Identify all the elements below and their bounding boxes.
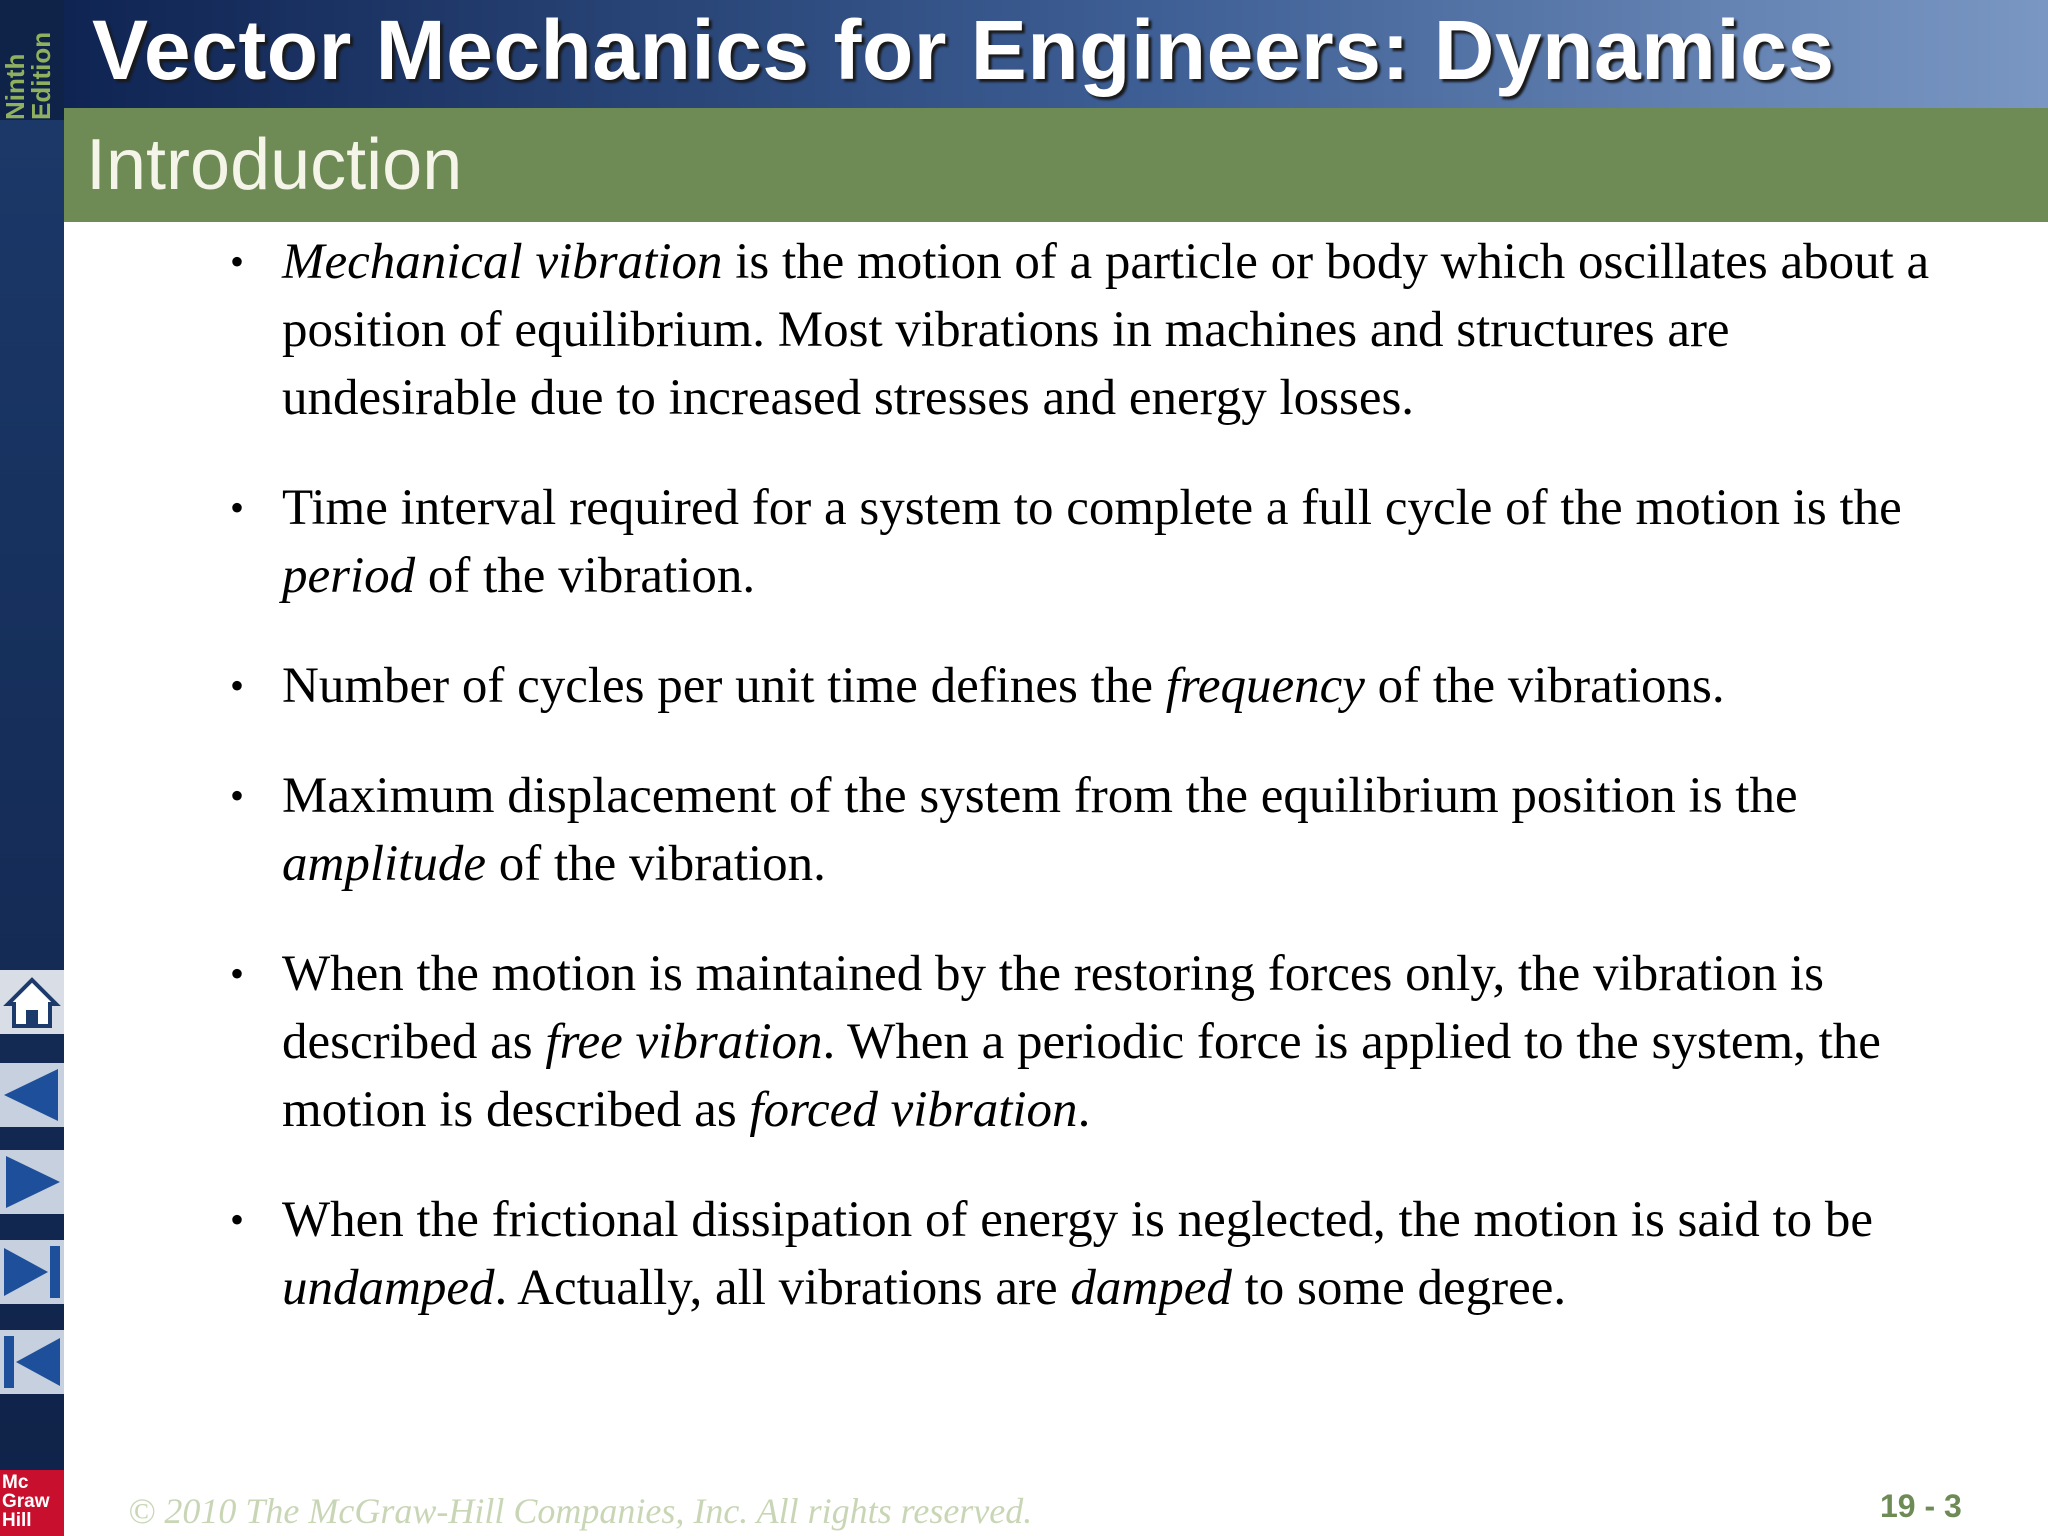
emphasized-term: amplitude: [282, 836, 486, 892]
bullet-item: [230, 474, 1930, 610]
bullet-item: [230, 1186, 1930, 1322]
bullet-text: When the motion is maintained by the restoring forces only, the vibration is described as: [282, 946, 1824, 1070]
edition-word: Edition: [26, 31, 56, 120]
bullet-marker: •: [230, 485, 245, 530]
bullet-marker: •: [230, 1197, 245, 1242]
section-title: Introduction: [86, 125, 463, 205]
bullet-text: Number of cycles per unit time defines the: [282, 658, 1166, 714]
bullet-text: Time interval required for a system to complete a full cycle of the motion is the: [282, 480, 1902, 536]
bullet-text: of the vibrations.: [1364, 658, 1725, 714]
next-slide-button[interactable]: [0, 1150, 64, 1214]
last-slide-button[interactable]: [0, 1240, 64, 1304]
emphasized-term: free vibration: [545, 1014, 823, 1070]
header-bar: [64, 0, 2048, 108]
previous-icon: [0, 1063, 64, 1127]
bullet-text: Maximum displacement of the system from the equilibrium position is the: [282, 768, 1798, 824]
first-icon: [0, 1330, 64, 1394]
bullet-list: [230, 228, 1930, 1364]
bullet-text: is the motion of a particle or body which oscillates about a position of equilibrium. Most vibrations in machines and structures are undesirable due to increased stresses and energy losses.: [282, 234, 1930, 426]
bullet-text: .: [1077, 1082, 1091, 1138]
next-icon: [0, 1150, 64, 1214]
bullet-marker: •: [230, 239, 245, 284]
bullet-text: . Actually, all vibrations are: [494, 1260, 1071, 1316]
home-icon: [0, 970, 64, 1034]
emphasized-term: forced vibration: [749, 1082, 1078, 1138]
bullet-text: of the vibration.: [415, 548, 756, 604]
bullet-marker: •: [230, 773, 245, 818]
sidebar: [0, 0, 64, 1536]
bullet-item: [230, 652, 1930, 720]
bullet-marker: •: [230, 663, 245, 708]
home-button[interactable]: [0, 970, 64, 1034]
bullet-item: [230, 940, 1930, 1144]
book-title: Vector Mechanics for Engineers: Dynamics: [92, 3, 1835, 97]
bullet-text: . When a periodic force is applied to the system, the motion is described as: [282, 1014, 1881, 1138]
edition-label: [0, 0, 64, 120]
last-icon: [0, 1240, 64, 1304]
emphasized-term: Mechanical vibration: [282, 234, 723, 290]
emphasized-term: undamped: [282, 1260, 495, 1316]
emphasized-term: period: [282, 548, 416, 604]
bullet-marker: •: [230, 951, 245, 996]
emphasized-term: frequency: [1165, 658, 1365, 714]
first-slide-button[interactable]: [0, 1330, 64, 1394]
page-number: 19 - 3: [1880, 1488, 1962, 1524]
bullet-text: to some degree.: [1231, 1260, 1567, 1316]
bullet-item: [230, 228, 1930, 432]
bullet-text: When the frictional dissipation of energy is neglected, the motion is said to be: [282, 1192, 1874, 1248]
previous-slide-button[interactable]: [0, 1063, 64, 1127]
emphasized-term: damped: [1070, 1260, 1232, 1316]
section-bar: [64, 108, 2048, 222]
bullet-text: of the vibration.: [485, 836, 826, 892]
bullet-item: [230, 762, 1930, 898]
copyright-notice: © 2010 The McGraw-Hill Companies, Inc. All rights reserved.: [128, 1491, 1033, 1531]
edition-ordinal: Ninth: [0, 53, 30, 120]
publisher-logo: Mc Graw Hill: [0, 1470, 64, 1536]
